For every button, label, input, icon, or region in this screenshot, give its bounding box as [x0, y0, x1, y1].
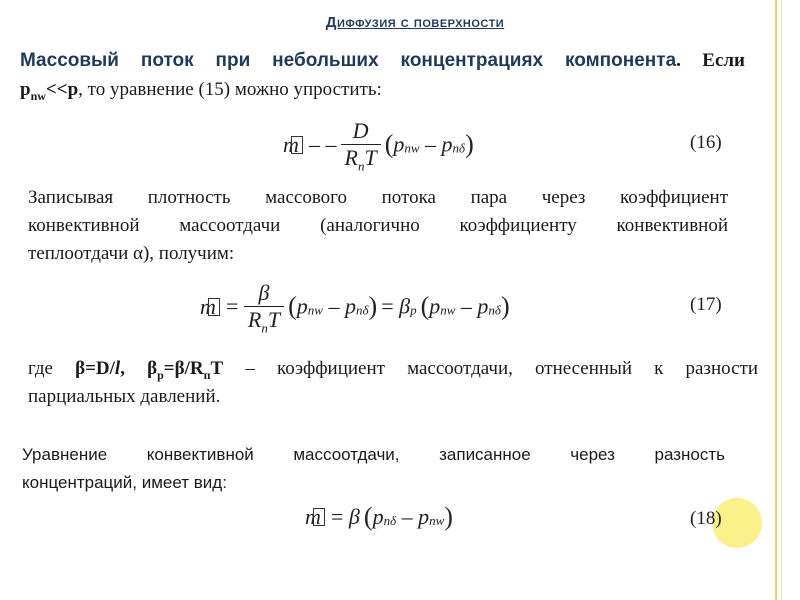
slide-title: Диффузия с поверхности — [325, 14, 505, 31]
equation-17-number: (17) — [690, 294, 722, 315]
equation-16: m – – $\frac{D}{R_пT}$ $(p_{nw} - p_{n\delta})$ — [283, 118, 474, 174]
paragraph-mass-flow: Массовый поток при небольших концентрациях компонента. Если — [20, 50, 745, 71]
paragraph-mass-flow-line2: $p_{nw}<<p$, то уравнение (15) можно упростить: — [20, 79, 382, 103]
paragraph-concentration: Уравнение конвективной массоотдачи, записанное через разность концентраций, имеет вид: — [22, 445, 725, 492]
right-border-line — [775, 0, 777, 600]
equation-16-number: (16) — [690, 132, 722, 153]
paragraph-density: Записывая плотность массового потока пара через коэффициент конвективной массоотдачи (аналогично коэффициенту конвективной теплоотдачи α), получим: — [28, 187, 728, 264]
m-dot-symbol: m — [283, 134, 305, 156]
m-dot-symbol: m — [200, 296, 222, 318]
equation-18-number: (18) — [690, 508, 722, 529]
bold-heading: Массовый поток при небольших концентрациях компонента — [20, 50, 677, 71]
m-dot-symbol: m — [305, 506, 327, 528]
paragraph-where: где β=D/l, $\beta_p=\beta/R_пT$ – коэффициент массоотдачи, отнесенный к разности парциальных давлений. — [28, 358, 758, 407]
equation-18: m = β $(p_{n\delta} - p_{nw})$ — [305, 502, 453, 531]
equation-17: m = $\frac{\beta}{R_пT}$ $(p_{nw} - p_{n\delta}) = \beta_p$ $(p_{nw} - p_{n\delta})$ — [200, 280, 510, 336]
right-border-line-inner — [781, 0, 782, 600]
